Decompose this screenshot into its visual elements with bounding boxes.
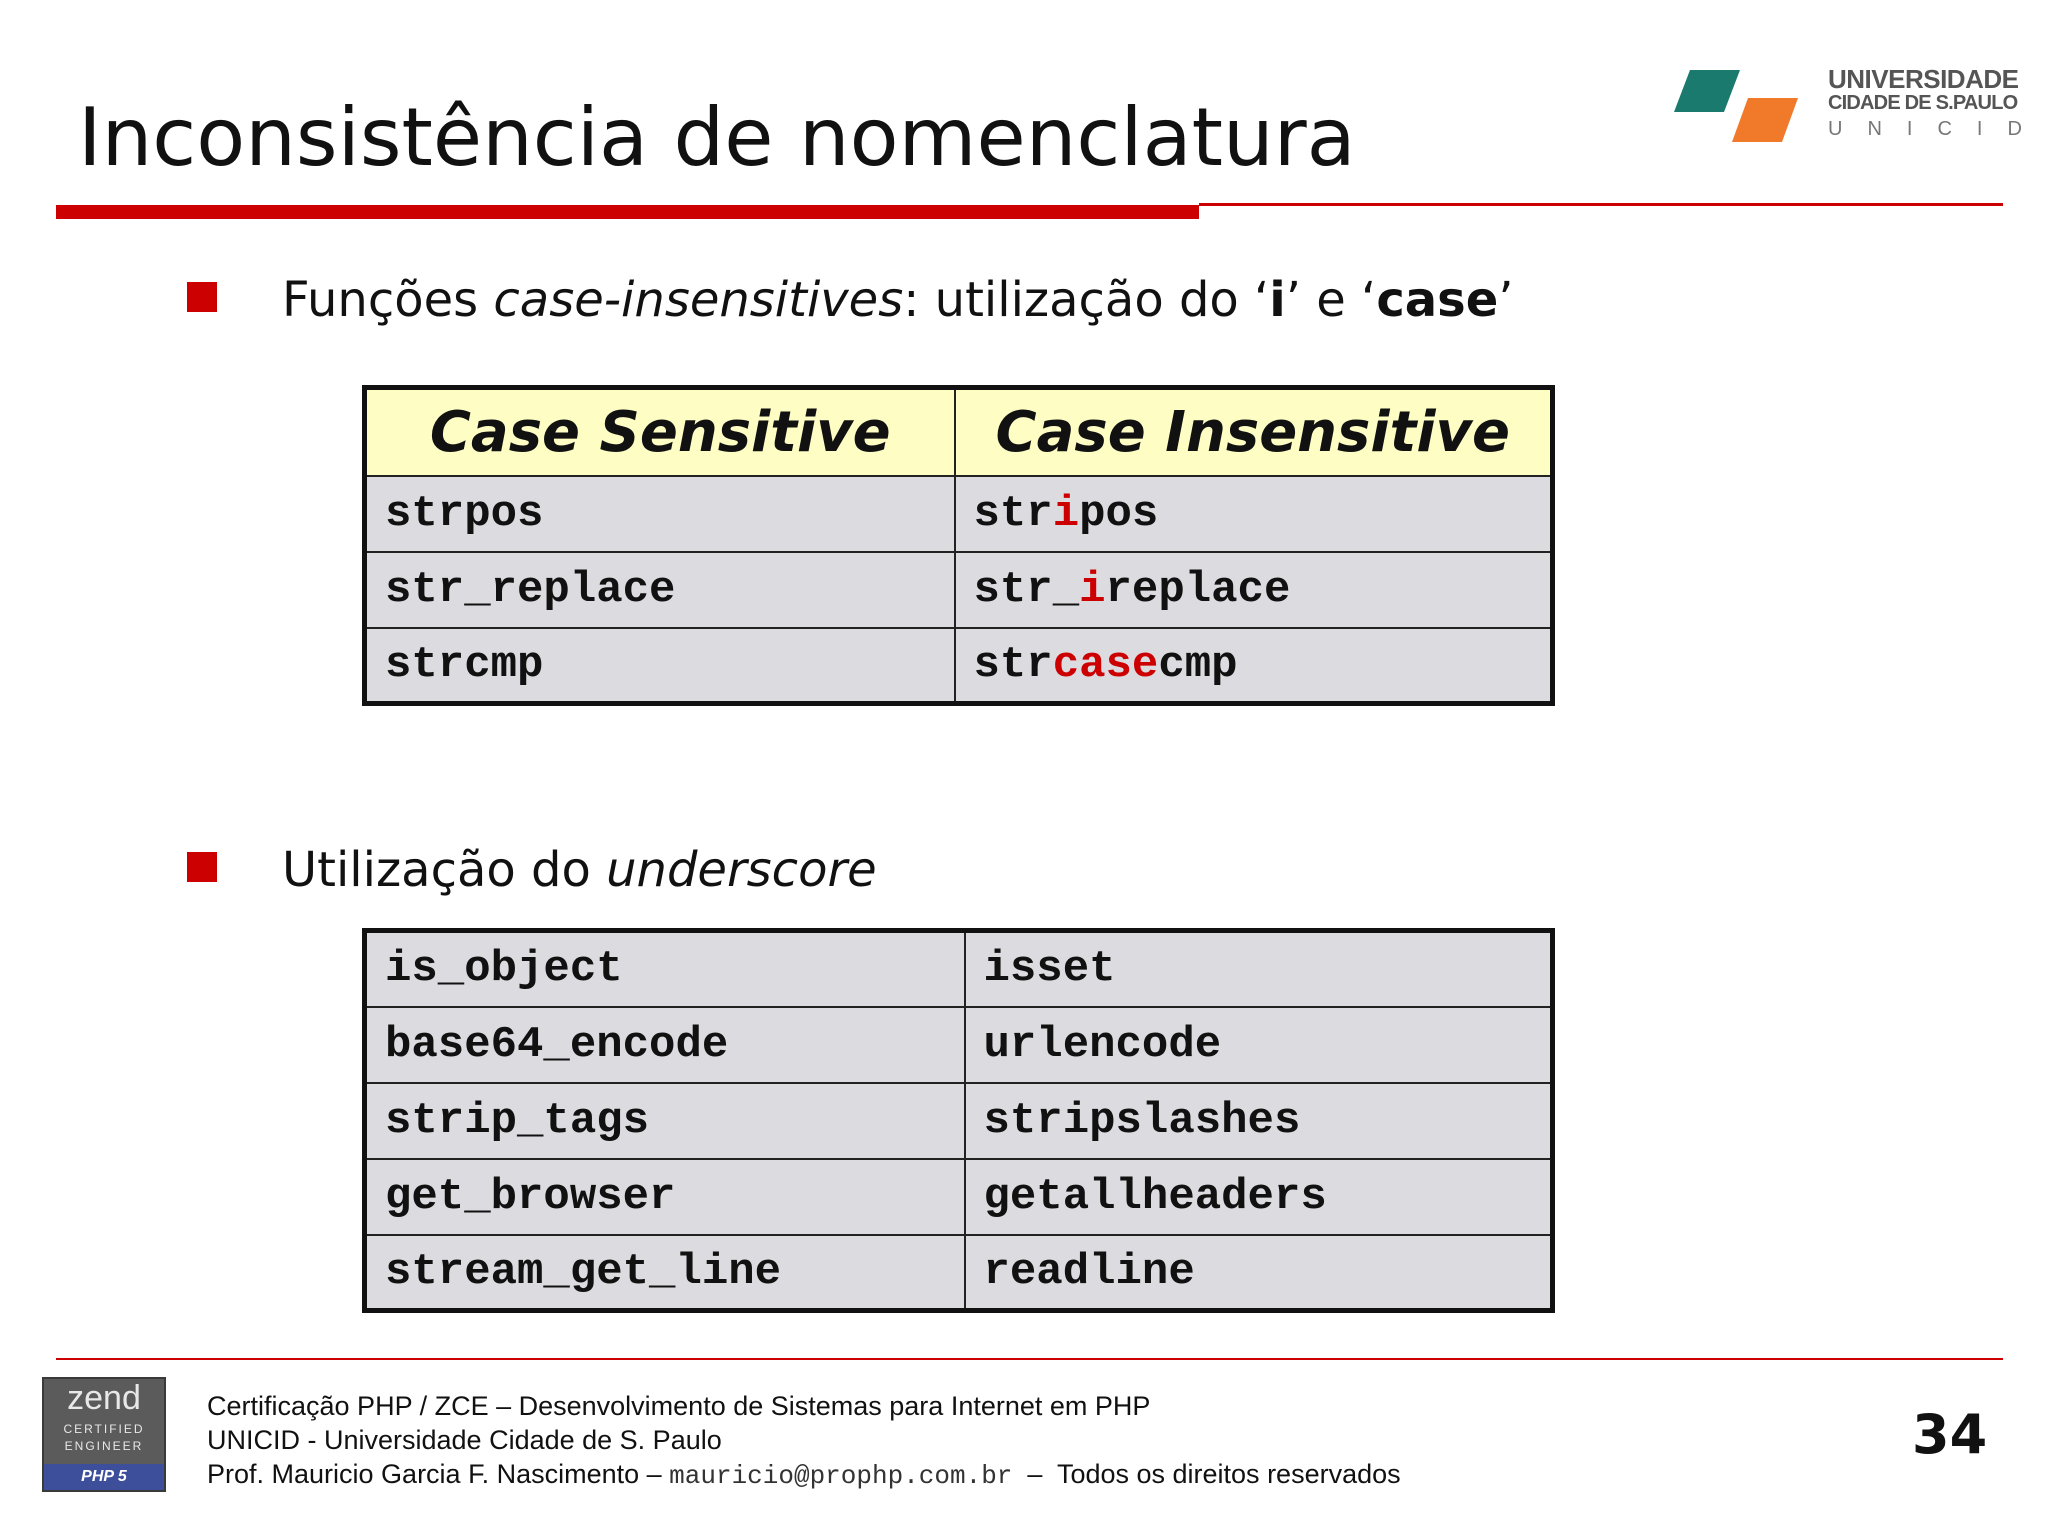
bullet1-bold-i: i [1269, 272, 1286, 328]
bullet-square-icon [187, 852, 217, 882]
cell-part: replace [1105, 564, 1291, 615]
bullet-square-icon [187, 282, 217, 312]
cell-highlight: i [1052, 488, 1080, 539]
logo-text-line3: UNICID [1828, 118, 2047, 140]
zend-logo-text: zend [67, 1379, 141, 1417]
zend-certified-text: CERTIFIED [63, 1422, 145, 1436]
bullet1-suffix: ’ [1498, 272, 1514, 328]
footer-university-line: UNICID - Universidade Cidade de S. Paulo [207, 1425, 722, 1455]
table-row [365, 476, 1553, 552]
title-underline-thin [1199, 203, 2003, 206]
bullet1-prefix: Funções [282, 272, 494, 328]
footer-author: Prof. Mauricio Garcia F. Nascimento – [207, 1459, 670, 1489]
cell-part: cmp [1158, 639, 1238, 690]
footer-course-line: Certificação PHP / ZCE – Desenvolvimento de Sistemas para Internet em PHP [207, 1391, 1151, 1421]
cell-without-underscore: getallheaders [965, 1159, 1553, 1235]
table-row [365, 1007, 1553, 1083]
cell-part: str [973, 488, 1053, 539]
bullet-case-insensitive [282, 272, 1514, 328]
cell-with-underscore: is_object [365, 931, 965, 1007]
logo-text-line2: CIDADE DE S.PAULO [1828, 92, 2018, 114]
table-row [365, 628, 1553, 704]
cell-part: pos [1079, 488, 1159, 539]
cell-sensitive: str_replace [365, 552, 955, 628]
cell-insensitive [955, 552, 1553, 628]
case-sensitivity-table [362, 385, 1555, 706]
cell-highlight: case [1052, 639, 1159, 690]
page-number: 34 [1912, 1403, 1988, 1466]
cell-insensitive [955, 628, 1553, 704]
header-case-sensitive: Case Sensitive [365, 388, 955, 476]
cell-part: str_ [973, 564, 1080, 615]
bullet1-middle: : utilização do ‘ [903, 272, 1270, 328]
unicid-logo-icon [1668, 66, 1818, 146]
underscore-table [362, 928, 1555, 1313]
table-row [365, 1083, 1553, 1159]
university-logo [1668, 62, 2047, 152]
footer-rights: – Todos os direitos reservados [1012, 1459, 1401, 1489]
bullet1-between: ’ e ‘ [1285, 272, 1377, 328]
header-case-insensitive: Case Insensitive [955, 388, 1553, 476]
table-row [365, 931, 1553, 1007]
cell-with-underscore: get_browser [365, 1159, 965, 1235]
zend-certified-badge [42, 1377, 166, 1492]
bullet2-emphasis: underscore [606, 842, 877, 898]
cell-sensitive: strcmp [365, 628, 955, 704]
zend-php5-text: PHP 5 [44, 1464, 164, 1490]
zend-engineer-text: ENGINEER [64, 1439, 144, 1453]
footer-email-link[interactable]: mauricio@prophp.com.br [669, 1461, 1013, 1491]
cell-without-underscore: urlencode [965, 1007, 1553, 1083]
cell-sensitive: strpos [365, 476, 955, 552]
title-underline-thick [56, 205, 1199, 219]
bullet1-emphasis: case-insensitives [493, 272, 904, 328]
table-row [365, 552, 1553, 628]
cell-without-underscore: stripslashes [965, 1083, 1553, 1159]
cell-with-underscore: base64_encode [365, 1007, 965, 1083]
cell-highlight: i [1079, 564, 1106, 615]
logo-text-line1: UNIVERSIDADE [1828, 64, 2019, 94]
bullet-underscore [282, 842, 877, 898]
cell-without-underscore: isset [965, 931, 1553, 1007]
page-title: Inconsistência de nomenclatura [78, 91, 1356, 184]
footer-divider [56, 1358, 2003, 1360]
table-row [365, 1235, 1553, 1311]
cell-without-underscore: readline [965, 1235, 1553, 1311]
bullet2-prefix: Utilização do [282, 842, 607, 898]
footer-author-line [207, 1461, 1401, 1489]
cell-with-underscore: strip_tags [365, 1083, 965, 1159]
table-row [365, 1159, 1553, 1235]
table-header-row [365, 388, 1553, 476]
bullet1-bold-case: case [1376, 272, 1499, 328]
cell-with-underscore: stream_get_line [365, 1235, 965, 1311]
cell-part: str [973, 639, 1053, 690]
cell-insensitive [955, 476, 1553, 552]
